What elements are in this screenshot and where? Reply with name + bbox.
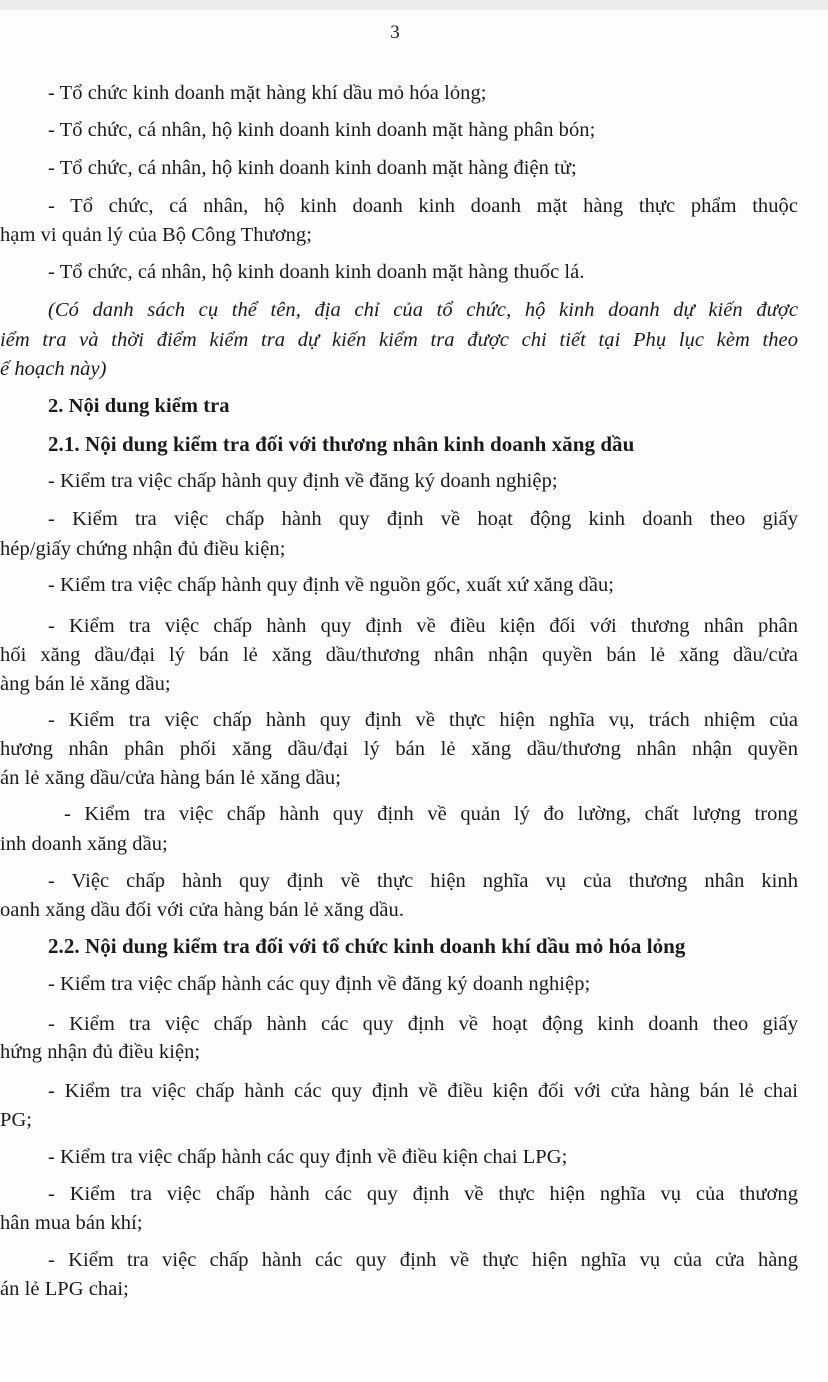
text-line: hân mua bán khí;	[0, 1212, 143, 1234]
text-line: - Việc chấp hành quy định về thực hiện nghĩa vụ của thương nhân kinh	[48, 870, 798, 892]
subsection-heading: 2.1. Nội dung kiểm tra đối với thương nhân kinh doanh xăng dầu	[48, 432, 635, 456]
text-line: ế hoạch này)	[0, 358, 107, 380]
text-line: hối xăng dầu/đại lý bán lẻ xăng dầu/thương nhân nhận quyền bán lẻ xăng dầu/cửa	[0, 644, 798, 666]
text-line: - Kiểm tra việc chấp hành quy định về thực hiện nghĩa vụ, trách nhiệm của	[48, 709, 798, 731]
viewer-top-bar	[0, 0, 828, 10]
text-line: - Tổ chức, cá nhân, hộ kinh doanh kinh doanh mặt hàng điện tử;	[48, 157, 577, 179]
text-line: oanh xăng dầu đối với cửa hàng bán lẻ xăng dầu.	[0, 899, 405, 921]
text-line: - Kiểm tra việc chấp hành các quy định về thực hiện nghĩa vụ của thương	[48, 1183, 798, 1205]
text-line: - Kiểm tra việc chấp hành quy định về quản lý đo lường, chất lượng trong	[64, 803, 798, 825]
text-line: - Tổ chức, cá nhân, hộ kinh doanh kinh doanh mặt hàng phân bón;	[48, 119, 596, 141]
section-heading: 2. Nội dung kiểm tra	[48, 395, 230, 417]
text-line: - Kiểm tra việc chấp hành quy định về đăng ký doanh nghiệp;	[48, 470, 558, 492]
text-line: - Kiểm tra việc chấp hành các quy định về thực hiện nghĩa vụ của cửa hàng	[48, 1249, 798, 1271]
text-line: - Kiểm tra việc chấp hành các quy định về điều kiện đối với cửa hàng bán lẻ chai	[48, 1080, 798, 1102]
text-line: hép/giấy chứng nhận đủ điều kiện;	[0, 538, 286, 560]
text-line: hạm vi quản lý của Bộ Công Thương;	[0, 224, 312, 246]
text-line: - Kiểm tra việc chấp hành quy định về điều kiện đối với thương nhân phân	[48, 615, 798, 637]
subsection-heading: 2.2. Nội dung kiểm tra đối với tổ chức kinh doanh khí dầu mỏ hóa lỏng	[48, 934, 686, 958]
text-line: hứng nhận đủ điều kiện;	[0, 1041, 201, 1063]
text-line: - Tổ chức, cá nhân, hộ kinh doanh kinh doanh mặt hàng thực phẩm thuộc	[48, 195, 798, 217]
text-line: iểm tra và thời điểm kiểm tra dự kiến kiểm tra được chi tiết tại Phụ lục kèm theo	[0, 329, 798, 351]
text-line: hương nhân phân phối xăng dầu/đại lý bán lẻ xăng dầu/thương nhân nhận quyền	[0, 738, 798, 760]
text-line: án lẻ xăng dầu/cửa hàng bán lẻ xăng dầu;	[0, 767, 341, 789]
text-line: àng bán lẻ xăng dầu;	[0, 673, 171, 695]
text-line: - Kiểm tra việc chấp hành các quy định về điều kiện chai LPG;	[48, 1146, 568, 1168]
text-line: án lẻ LPG chai;	[0, 1278, 129, 1300]
text-line: - Kiểm tra việc chấp hành các quy định về hoạt động kinh doanh theo giấy	[48, 1013, 798, 1035]
text-line: (Có danh sách cụ thể tên, địa chỉ của tổ chức, hộ kinh doanh dự kiến được	[48, 299, 798, 321]
text-line: PG;	[0, 1109, 33, 1131]
text-line: - Tổ chức, cá nhân, hộ kinh doanh kinh doanh mặt hàng thuốc lá.	[48, 261, 585, 283]
text-line: - Kiểm tra việc chấp hành các quy định về đăng ký doanh nghiệp;	[48, 973, 591, 995]
text-line: - Tổ chức kinh doanh mặt hàng khí dầu mỏ hóa lỏng;	[48, 82, 487, 104]
page-number: 3	[390, 22, 400, 43]
text-line: - Kiểm tra việc chấp hành quy định về hoạt động kinh doanh theo giấy	[48, 508, 798, 530]
text-line: inh doanh xăng dầu;	[0, 833, 168, 855]
text-line: - Kiểm tra việc chấp hành quy định về nguồn gốc, xuất xứ xăng dầu;	[48, 574, 615, 596]
